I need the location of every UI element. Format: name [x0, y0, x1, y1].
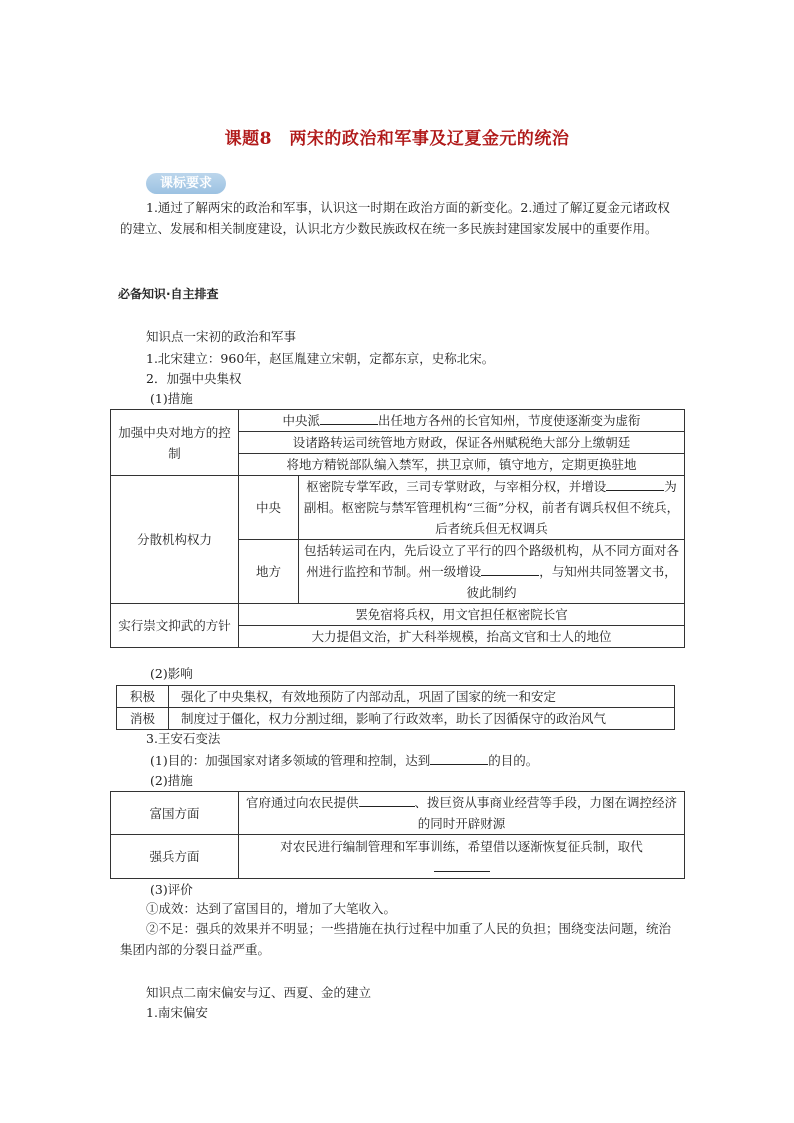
reform-measures-label: (2)措施	[150, 773, 193, 788]
impact-negative-label: 消极	[117, 708, 169, 730]
impact-positive-label: 积极	[117, 686, 169, 708]
kp1-heading: 知识点一宋初的政治和军事	[146, 329, 297, 344]
impact-table	[116, 685, 675, 730]
strong-army-label: 强兵方面	[111, 835, 239, 879]
reform-purpose: (1)目的：加强国家对诸多领域的管理和控制，达到 的目的。	[150, 750, 538, 771]
kp1-item1: 1.北宋建立：960年，赵匡胤建立宋朝，定都东京，史称北宋。	[146, 351, 495, 366]
kp1-item3: 3.王安石变法	[146, 731, 221, 746]
requirements-badge: 课标要求	[146, 173, 226, 194]
evaluation-shortcoming: ②不足：强兵的效果并不明显；一些措施在执行过程中加重了人民的负担；围绕变法问题，统治集团内部的分裂日益严重。	[120, 921, 672, 957]
kp2-heading: 知识点二南宋偏安与辽、西夏、金的建立	[146, 985, 372, 1000]
rich-country-label: 富国方面	[111, 792, 239, 835]
central-label: 中央	[239, 476, 299, 540]
table-cell: 大力提倡文治，扩大科举规模，抬高文官和士人的地位	[239, 626, 685, 648]
local-control-header: 加强中央对地方的控制	[111, 410, 239, 476]
local-label: 地方	[239, 540, 299, 604]
table-cell: 官府通过向农民提供 、拨巨资从事商业经营等手段，力图在调控经济的同时开辟财源	[239, 792, 685, 835]
reform-table	[110, 791, 685, 879]
section-heading: 必备知识·自主排查	[118, 287, 219, 301]
evaluation-label: (3)评价	[150, 882, 193, 897]
table-cell: 罢免宿将兵权，用文官担任枢密院长官	[239, 604, 685, 626]
table-cell: 中央派 出任地方各州的长官知州，节度使逐渐变为虚衔	[239, 410, 685, 432]
evaluation-result: ①成效：达到了富国目的，增加了大笔收入。	[146, 901, 397, 916]
split-power-header: 分散机构权力	[111, 476, 239, 604]
table-cell: 对农民进行编制管理和军事训练，希望借以逐渐恢复征兵制，取代	[239, 835, 685, 879]
page-title: 课题8 两宋的政治和军事及辽夏金元的统治	[224, 129, 570, 149]
kp2-item1: 1.南宋偏安	[146, 1005, 208, 1020]
kp1-measures-label: (1)措施	[150, 391, 193, 406]
impact-label: (2)影响	[150, 666, 193, 681]
policy-header: 实行崇文抑武的方针	[111, 604, 239, 648]
impact-positive-text: 强化了中央集权，有效地预防了内部动乱，巩固了国家的统一和安定	[169, 686, 675, 708]
table-cell: 设诸路转运司统管地方财政，保证各州赋税绝大部分上缴朝廷	[239, 432, 685, 454]
requirements-text: 1.通过了解两宋的政治和军事，认识这一时期在政治方面的新变化。2.通过了解辽夏金元诸政权的建立、发展和相关制度建设，认识北方少数民族政权在统一多民族封建国家发展中的重要作用。	[120, 200, 670, 236]
table-cell: 包括转运司在内，先后设立了平行的四个路级机构，从不同方面对各州进行监控和节制。州一级增设 ，与知州共同签署文书，彼此制约	[299, 540, 685, 604]
measures-table	[110, 409, 685, 648]
table-cell: 枢密院专掌军政，三司专掌财政，与宰相分权，并增设 为副相。枢密院与禁军管理机构“三衙”分权，前者有调兵权但不统兵，后者统兵但无权调兵	[299, 476, 685, 540]
table-cell: 将地方精锐部队编入禁军，拱卫京师，镇守地方，定期更换驻地	[239, 454, 685, 476]
impact-negative-text: 制度过于僵化，权力分割过细，影响了行政效率，助长了因循保守的政治风气	[169, 708, 675, 730]
kp1-item2: 2．加强中央集权	[146, 371, 242, 386]
